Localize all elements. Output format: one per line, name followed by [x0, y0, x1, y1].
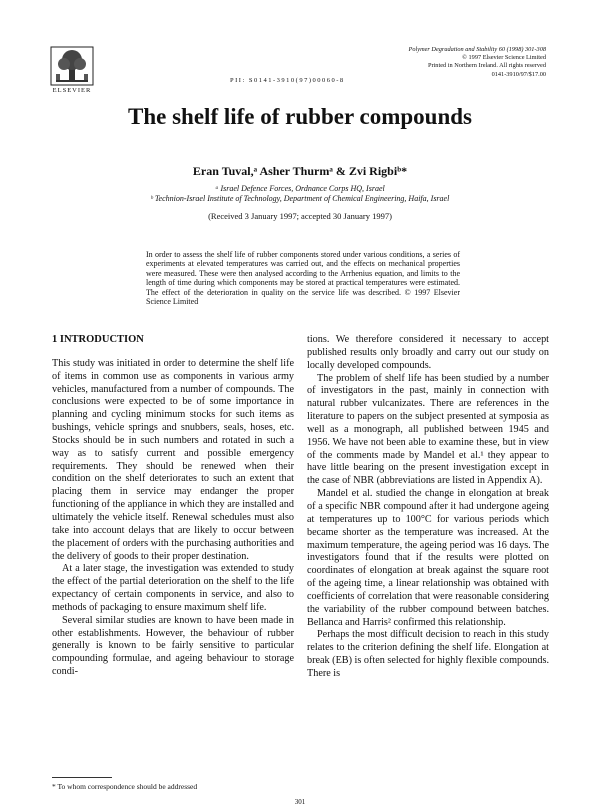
publisher-logo-text: ELSEVIER [52, 87, 92, 94]
paragraph: Several similar studies are known to have been made in other establishments. However, the behaviour of rubber generally is known to be fairly sensitive to particular compounding formulae, and ageing behaviour to storage condi- [52, 614, 294, 678]
received-dates: (Received 3 January 1997; accepted 30 January 1997) [208, 211, 392, 221]
journal-name: Polymer Degradation and Stability 60 (1998) 301-308 [408, 46, 546, 53]
issn-line: 0141-3910/97/$17.00 [491, 70, 546, 78]
section-heading: 1 INTRODUCTION [52, 334, 144, 345]
affiliation-b: ᵇ Technion-Israel Institute of Technology, Department of Chemical Engineering, Haifa, Israel [150, 194, 450, 203]
elsevier-tree-icon [50, 46, 94, 86]
paragraph: The problem of shelf life has been studied by a number of investigators in the past, mainly in connection with natural rubber vulcanizates. There are references in the literature to papers on the subject presented at symposia as well as a monograph, all published between 1945 and 1956. We have not been able to examine these, but in view of the comments made by Mandel et al.¹ they appear to have little bearing on the present investigation except in the case of NBR (abbreviations are listed in Appendix A). [307, 372, 549, 487]
left-column [52, 334, 294, 679]
paragraph: At a later stage, the investigation was extended to study the effect of the partial deterioration on the shelf to the life expectancy of certain components in service, and also to methods of packaging to ensure maximum shelf life. [52, 563, 294, 613]
paragraph: This study was initiated in order to determine the shelf life of items in common use as components in various army vehicles, manufactured from a number of compounds. The conclusions were expected to be of some importance in planning and cycling minimum stocks for such items as bushings, vehicle springs and snubbers, seals, hoses, etc. Stocks should be in such numbers and rotated in such a way as to satisfy current and possible emergency requirements. They should be renewed when their condition on the shelf deteriorates to such an extent that placing them in service may endanger the proper functioning of the appliance in which they are installed and ultimately the vehicle itself. Renewal schedules must also take into account delays that are likely to occur between the placement of orders with the purchasing authorities and the delivery of goods to their proper destination. [52, 357, 294, 562]
paragraph: Mandel et al. studied the change in elongation at break of a specific NBR compound after it had undergone ageing at temperatures up to 100°C for various periods which became shorter as the temperature was increased. At the maximum temperature, the ageing period was 16 days. The investigators found that if the results were plotted on coordinates of elongation at break against the square root of the ageing time, a linear relationship was obtained with coefficients of correlation that were reasonable considering the variability of the rubber compound between batches. Bellanca and Harris² confirmed this relationship. [307, 488, 549, 628]
footnote: * To whom correspondence should be addressed [52, 782, 198, 791]
footnote-rule [52, 777, 112, 778]
copyright-line: © 1997 Elsevier Science Limited [462, 54, 546, 62]
printed-line: Printed in Northern Ireland. All rights reserved [427, 62, 546, 70]
journal-info [356, 46, 546, 79]
elsevier-logo [50, 46, 94, 94]
right-column [307, 334, 549, 681]
pii-code: PII: S0141-3910(97)00060-8 [230, 77, 345, 84]
article-authors: Eran Tuval,ᵃ Asher Thurmᵃ & Zvi Rigbiᵇ* [192, 164, 408, 178]
paragraph: tions. We therefore considered it necessary to accept published results only broadly and carry out our study on locally developed compounds. [307, 334, 549, 371]
page-number: 301 [294, 798, 306, 806]
paragraph: Perhaps the most difficult decision to reach in this study relates to the criterion defining the shelf life. Elongation at break (EB) is often selected for highly flexible compounds. There is [307, 629, 549, 679]
article-title: The shelf life of rubber compounds [128, 104, 472, 129]
affiliation-a: ᵃ Israel Defence Forces, Ordnance Corps HQ, Israel [215, 184, 385, 193]
abstract: In order to assess the shelf life of rubber components stored under various conditions, a series of experiments at elevated temperatures was carried out, and the effects on mechanical properties were measured. These were then analysed according to the Arrhenius equation, and limits to the length of time during which components may be stored at practical temperatures were estimated. The effect of the deterioration in quality on the service life was described. © 1997 Elsevier Science Limited [146, 250, 460, 307]
